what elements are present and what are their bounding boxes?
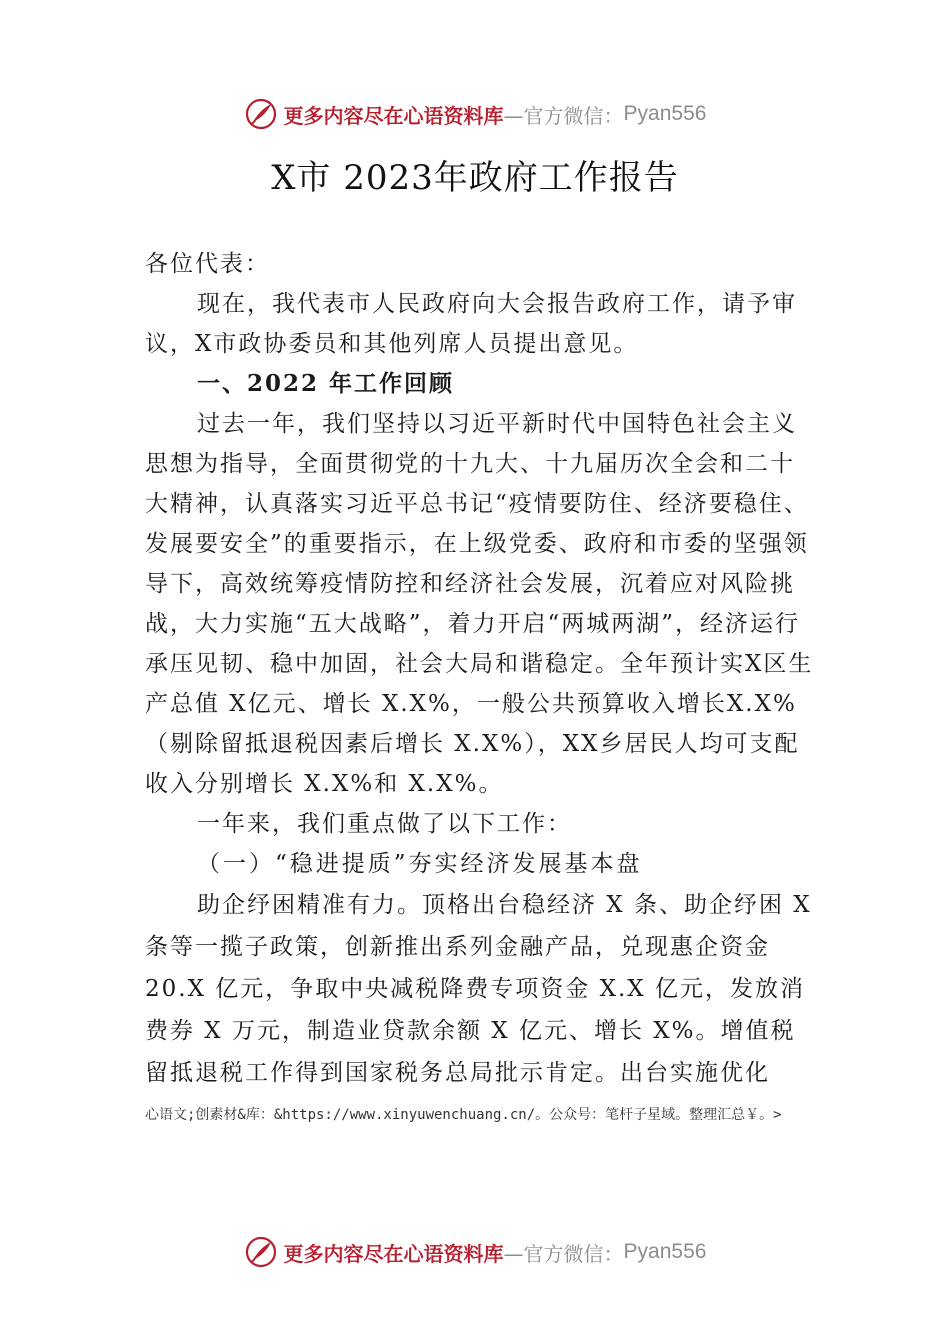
intro-paragraph: 现在，我代表市人民政府向大会报告政府工作，请予审议，X市政协委员和其他列席人员提出意见。 [145, 291, 797, 357]
banner-title: 更多内容尽在心语资料库 [283, 103, 504, 128]
document-title: X市 2023年政府工作报告 [271, 158, 679, 198]
work-intro-paragraph: 一年来，我们重点做了以下工作： [197, 811, 572, 837]
bottom-watermark-banner [0, 1232, 950, 1272]
banner-wechat-label: —官方微信： [503, 1241, 624, 1266]
subsection-heading-1: （一）“稳进提质”夯实经济发展基本盘 [197, 851, 643, 877]
banner-wechat-id: Pyan556 [623, 1240, 707, 1263]
footer-source-note: 心语文;创素材&库：&https://www.xinyuwenchuang.cn/。公众号：笔杆子星域。整理汇总￥。> [145, 1107, 782, 1123]
quill-pen-logo-icon [244, 97, 278, 131]
top-watermark-banner [0, 94, 950, 134]
banner-wechat-label: —官方微信： [503, 103, 624, 128]
quill-pen-logo-icon [244, 1235, 278, 1269]
subsection1-paragraph: 助企纾困精准有力。顶格出台稳经济 X 条、助企纾困 X条等一揽子政策，创新推出系列金融产品，兑现惠企资金20.X 亿元，争取中央减税降费专项资金 X.X 亿元，发放消费券 X 万元，制造业贷款余额 X 亿元、增长 X%。增值税留抵退税工作得到国家税务总局批示肯定。出台实施优化 [145, 892, 812, 1086]
section-heading-1: 一、2022 年工作回顾 [197, 370, 455, 397]
banner-wechat-id: Pyan556 [623, 102, 707, 125]
document-body [145, 244, 815, 1094]
banner-title: 更多内容尽在心语资料库 [283, 1241, 504, 1266]
section1-paragraph: 过去一年，我们坚持以习近平新时代中国特色社会主义思想为指导，全面贯彻党的十九大、十九届历次全会和二十大精神，认真落实习近平总书记“疫情要防住、经济要稳住、发展要安全”的重要指示，在上级党委、政府和市委的坚强领导下，高效统筹疫情防控和经济社会发展，沉着应对风险挑战，大力实施“五大战略”，着力开启“两城两湖”，经济运行承压见韧、稳中加固，社会大局和谐稳定。全年预计实X区生产总值 X亿元、增长 X.X%，一般公共预算收入增长X.X%（剔除留抵退税因素后增长 X.X%），XX乡居民人均可支配收入分别增长 X.X%和 X.X%。 [145, 411, 814, 797]
salutation: 各位代表： [145, 251, 270, 277]
